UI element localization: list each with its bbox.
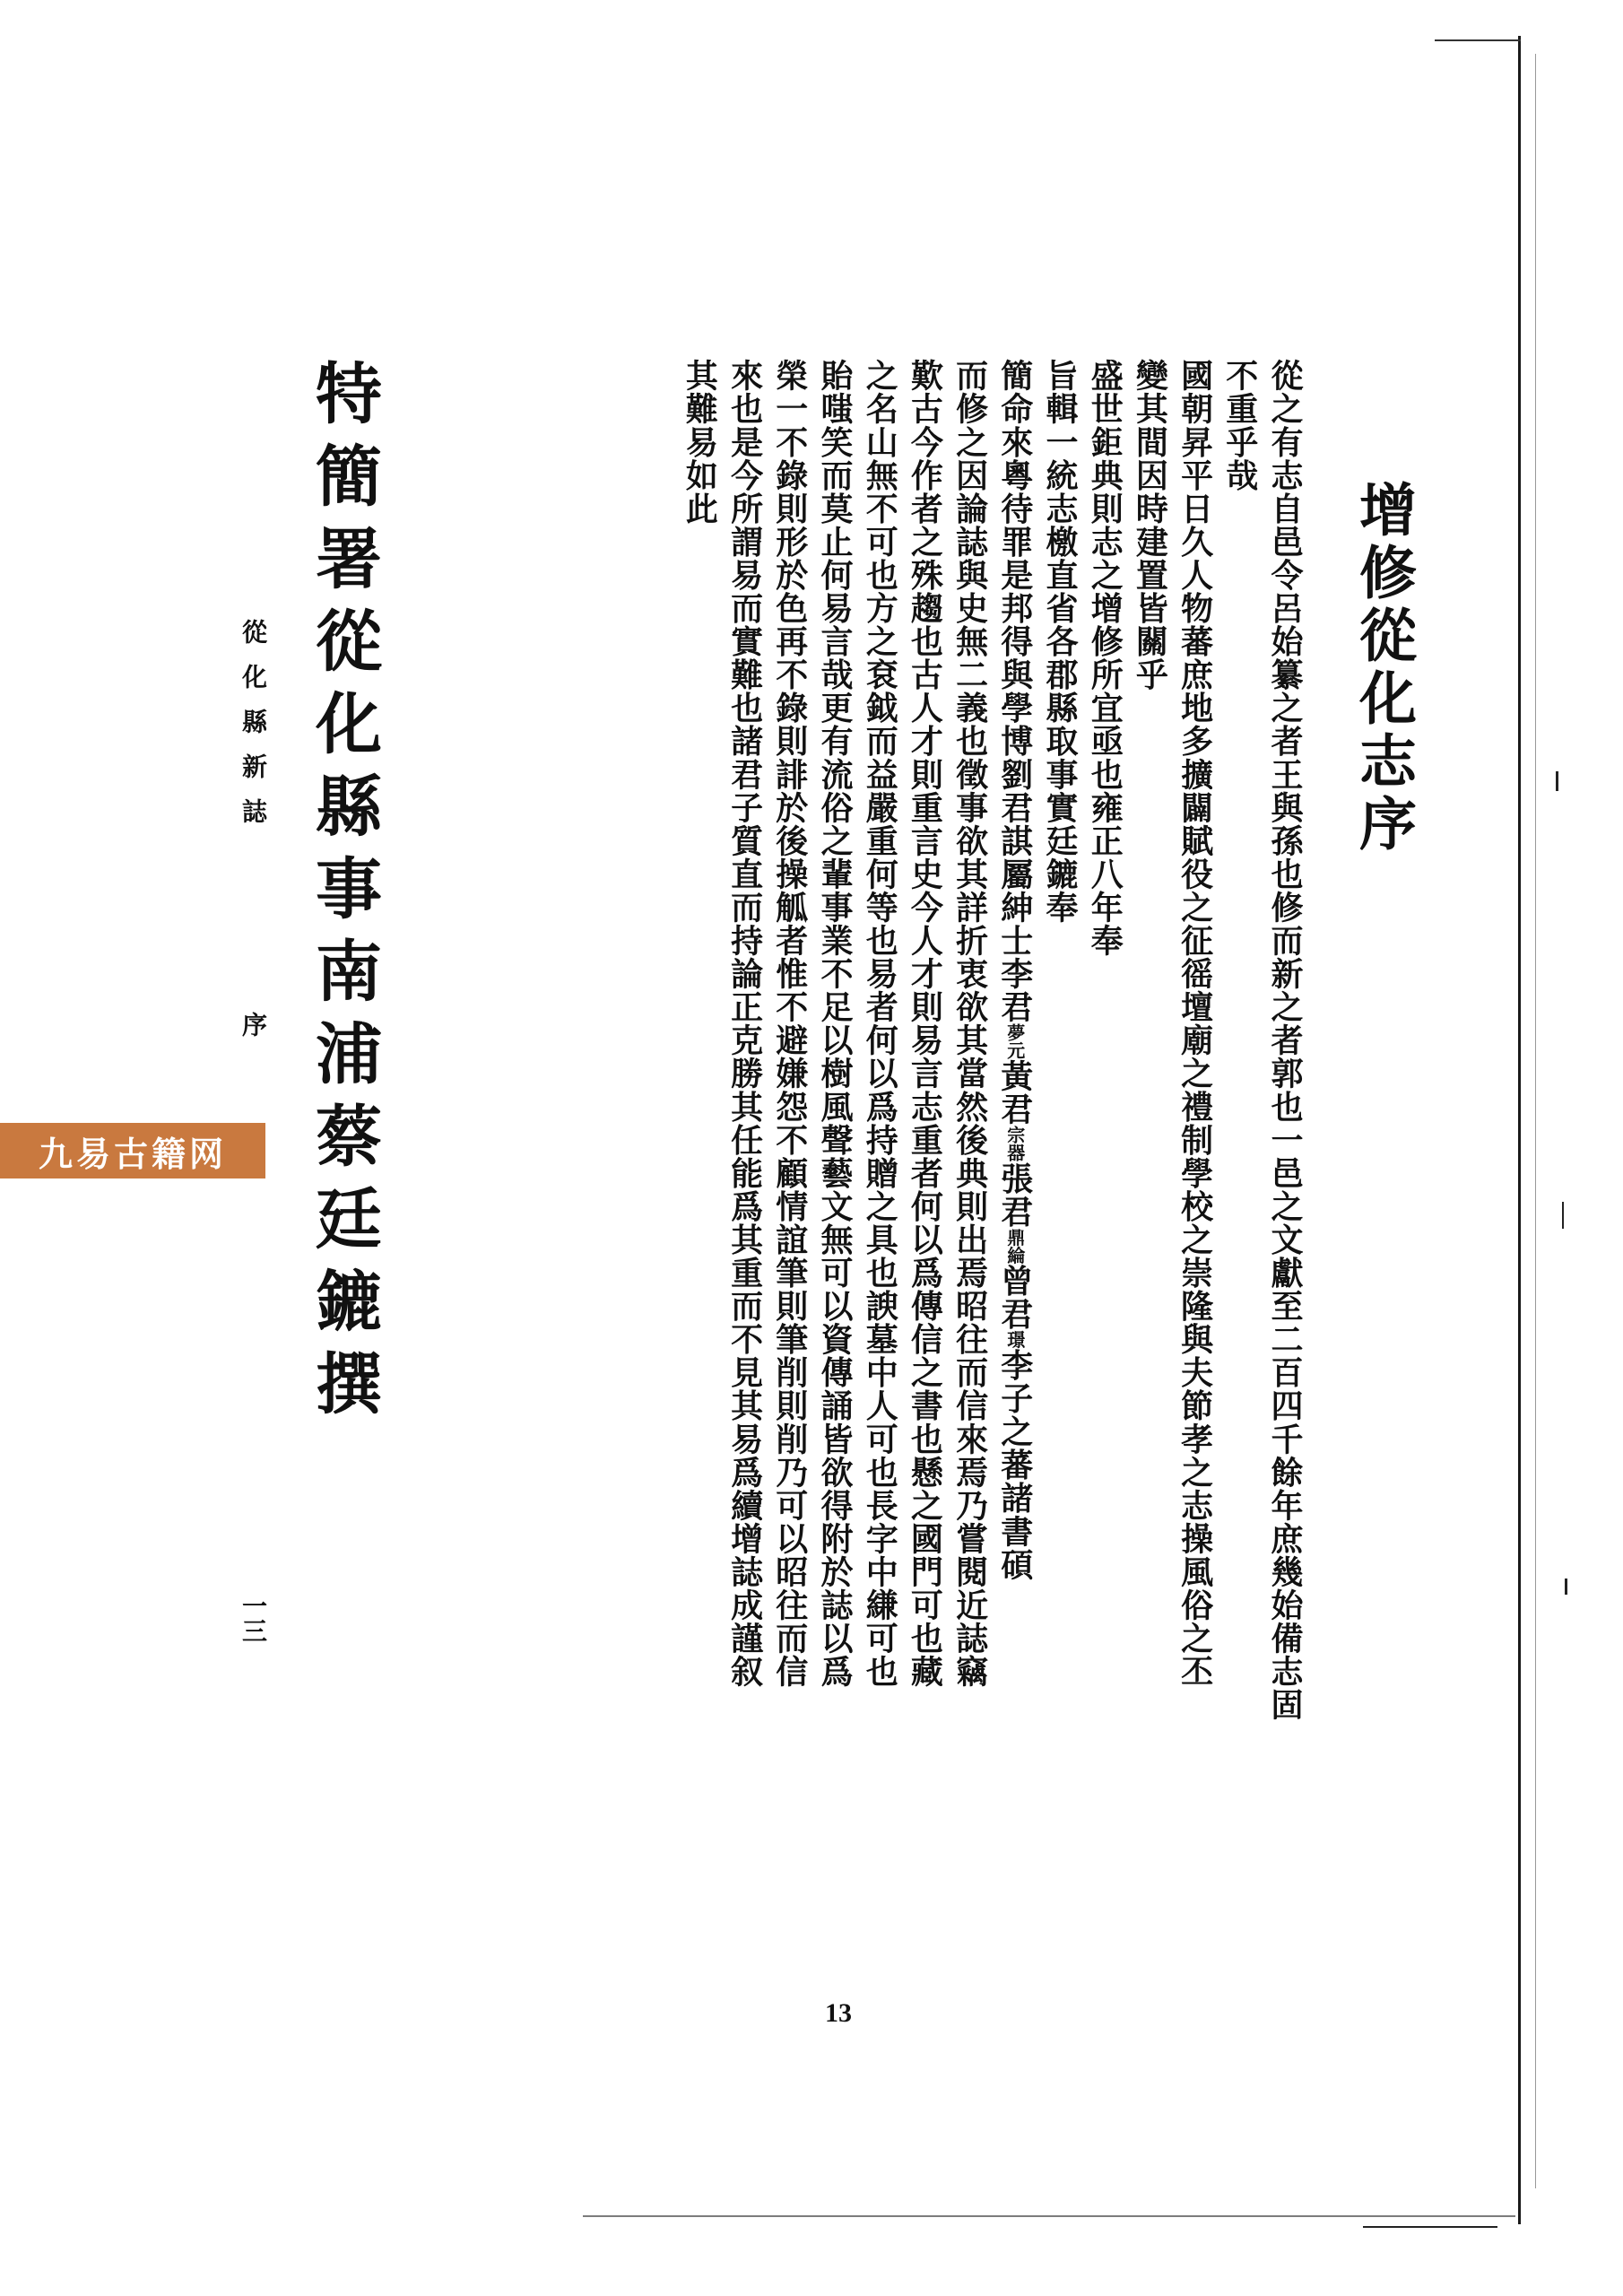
text-segment: 不重乎哉 (1220, 359, 1259, 492)
page-edge-bottom (583, 2215, 1515, 2217)
margin-section: 序 (239, 1012, 268, 1037)
text-segment: 張君 (995, 1161, 1034, 1229)
text-segment: 曾君 (995, 1264, 1034, 1331)
margin-page-number: 一三 (239, 1593, 268, 1643)
text-column (725, 359, 764, 1688)
text-segment: 來也是今所謂易而實難也諸君子質直而持論正克勝其任能爲其重而不見其易爲續增誌成謹叙 (725, 359, 764, 1688)
page-edge-right (1518, 36, 1521, 2224)
text-column (1266, 359, 1304, 1722)
interlinear-note: 鼎綸 (1003, 1228, 1026, 1265)
text-column (950, 359, 989, 1688)
scan-speck (1565, 1578, 1567, 1595)
watermark-text: 九易古籍网 (38, 1133, 227, 1174)
text-segment: 變其間因時建置皆關乎 (1131, 359, 1169, 691)
text-column (816, 359, 854, 1688)
page-edge-shadow (1535, 54, 1536, 2188)
text-column (861, 359, 899, 1688)
text-column (1041, 359, 1079, 924)
text-segment: 盛世鉅典則志之增修所宜亟也雍正八年奉 (1086, 359, 1124, 957)
text-segment: 榮一不錄則形於色再不錄則誹於後操觚者惟不避嫌怨不顧情誼筆則筆削則削乃可以昭往而信 (770, 359, 809, 1688)
text-segment: 而修之因論誌與史無二義也徵事欲其詳折衷欲其當然後典則出焉昭往而信來焉乃嘗閱近誌竊 (950, 359, 989, 1688)
text-column (1086, 359, 1124, 957)
scan-speck (1562, 1202, 1564, 1229)
text-segment: 之名山無不可也方之袞鉞而益嚴重何等也易者何以爲持贈之具也諛墓中人可也長字中縑可也 (861, 359, 899, 1688)
page-edge-bottom-dark (1363, 2226, 1497, 2228)
text-segment: 從之有志自邑令呂始纂之者王與孫也修而新之者郭也一邑之文獻至二百四千餘年庶幾始備志固 (1266, 359, 1304, 1722)
interlinear-note: 璟 (1003, 1330, 1026, 1349)
interlinear-note: 宗器 (1003, 1126, 1026, 1162)
preface-title: 增修從化志序 (1350, 480, 1417, 857)
text-column (906, 359, 944, 1688)
text-column (995, 359, 1034, 1581)
text-segment: 旨輯一統志檄直省各郡縣取事實廷鏕奉 (1041, 359, 1079, 924)
interlinear-note: 夢元 (1003, 1023, 1026, 1059)
text-segment: 貽嗤笑而莫止何易言哉更有流俗之輩事業不足以樹風聲藝文無可以資傳誦皆欲得附於誌以爲 (816, 359, 854, 1688)
author-line: 特簡署從化縣事南浦蔡廷鏕撰 (305, 359, 382, 1431)
text-column (681, 359, 719, 526)
watermark-banner (0, 1123, 265, 1178)
text-column (1131, 359, 1169, 691)
page-edge-top (1435, 39, 1521, 41)
text-segment: 國朝昇平日久人物蕃庶地多擴闢賦役之征徭壇廟之禮制學校之崇隆與夫節孝之志操風俗之丕 (1176, 359, 1214, 1688)
text-segment: 簡命來粵待罪是邦得與學博劉君諆屬紳士李君 (995, 359, 1034, 1023)
text-segment: 黃君 (995, 1059, 1034, 1126)
margin-book-title: 從化縣新誌 (239, 619, 268, 843)
page-number: 13 (825, 1998, 852, 2028)
text-segment: 李子之蕃諸書碩 (995, 1348, 1034, 1581)
text-segment: 歎古今作者之殊趨也古人才則重言史今人才則易言志重者何以爲傳信之書也懸之國門可也藏 (906, 359, 944, 1688)
scan-speck (1556, 771, 1558, 791)
text-column (1220, 359, 1259, 492)
text-column (1176, 359, 1214, 1688)
text-segment: 其難易如此 (681, 359, 719, 526)
text-column (770, 359, 809, 1688)
